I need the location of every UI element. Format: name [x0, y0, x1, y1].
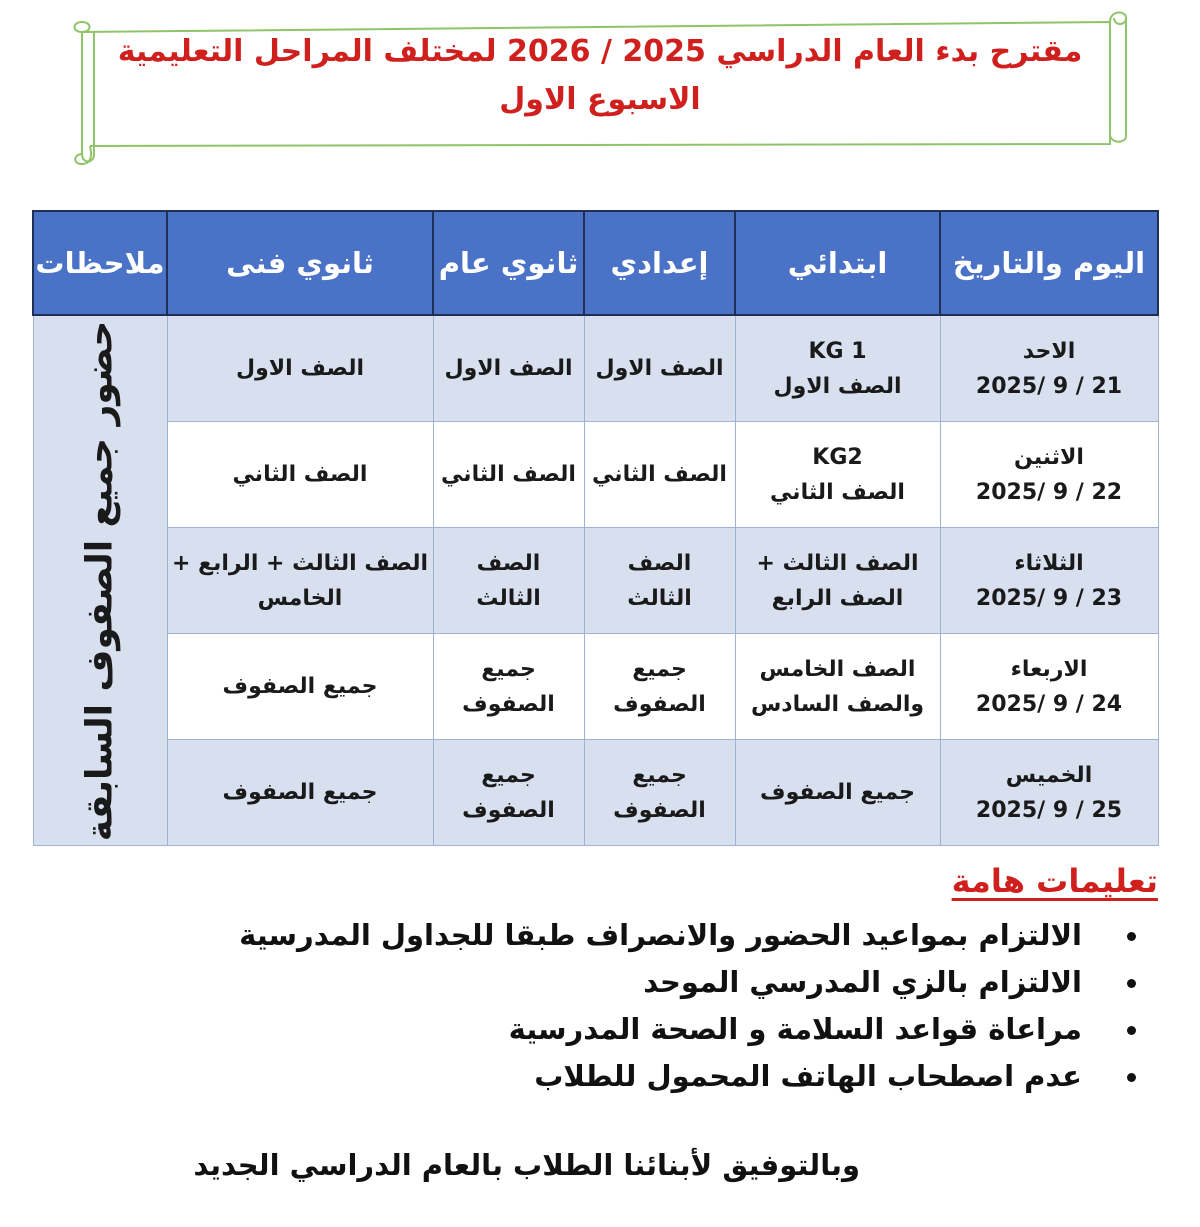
- header-notes: ملاحظات: [33, 211, 167, 315]
- date-text: 2025/ 9 / 22: [975, 479, 1123, 505]
- date-text: 2025/ 9 / 24: [975, 691, 1123, 717]
- banner-line-1: مقترح بدء العام الدراسي 2025 / 2026 لمختلف المراحل التعليمية: [117, 34, 1083, 69]
- header-preparatory: إعدادي: [584, 211, 735, 315]
- cell-line: جميع: [481, 762, 536, 788]
- cell-line: الصف الاول: [444, 356, 573, 381]
- cell-line: جميع الصفوف: [760, 780, 915, 805]
- day-date-cell: [940, 740, 1158, 846]
- preparatory-cell: [584, 422, 735, 528]
- cell-line: الصف الثالث + الرابع +: [171, 550, 429, 576]
- cell-line: الصفوف: [613, 797, 706, 823]
- secondary-general-cell: [433, 634, 584, 740]
- cell-line: الصف الاول: [235, 356, 365, 381]
- cell-line: جميع الصفوف: [222, 780, 378, 805]
- day-name: الخميس: [1005, 762, 1093, 788]
- day-name: الثلاثاء: [1014, 550, 1084, 576]
- date-text: 2025/ 9 / 21: [975, 373, 1123, 399]
- table-header-row: [33, 211, 1158, 315]
- cell-line: الصف الثاني: [441, 462, 576, 487]
- cell-line: الصف: [627, 550, 692, 576]
- cell-line: KG 1: [808, 338, 867, 364]
- day-name: الاثنين: [1014, 444, 1084, 470]
- banner-line-2: الاسبوع الاول: [499, 82, 701, 117]
- cell-line: والصف السادس: [750, 691, 925, 717]
- primary-cell: [735, 315, 940, 422]
- cell-line: الصفوف: [462, 691, 555, 717]
- cell-line: جميع: [632, 762, 687, 788]
- cell-line: الصف الثاني: [232, 462, 368, 487]
- day-date-cell: [940, 528, 1158, 634]
- secondary-technical-cell: [167, 528, 433, 634]
- cell-line: الصف الاول: [595, 356, 724, 381]
- header-day-date: اليوم والتاريخ: [940, 211, 1158, 315]
- header-primary: ابتدائي: [735, 211, 940, 315]
- cell-line: الثالث: [476, 585, 541, 611]
- cell-line: الخامس: [257, 585, 343, 611]
- primary-cell: [735, 528, 940, 634]
- schedule-table: [32, 210, 1159, 846]
- cell-line: الثالث: [627, 585, 692, 611]
- date-text: 2025/ 9 / 25: [975, 797, 1123, 823]
- cell-line: الصف: [476, 550, 541, 576]
- cell-line: الصف الخامس: [759, 656, 916, 682]
- day-date-cell: [940, 315, 1158, 422]
- cell-line: KG2: [812, 444, 863, 470]
- list-item: مراعاة قواعد السلامة و الصحة المدرسية: [239, 1006, 1112, 1053]
- notes-vertical-text: حضور جميع الصفوف السابقة: [79, 320, 121, 841]
- cell-line: جميع الصفوف: [222, 674, 378, 699]
- list-item: الالتزام بالزي المدرسي الموحد: [239, 959, 1112, 1006]
- cell-line: جميع: [481, 656, 536, 682]
- primary-cell: [735, 634, 940, 740]
- secondary-technical-cell: [167, 315, 433, 422]
- secondary-general-cell: [433, 315, 584, 422]
- secondary-technical-cell: [167, 740, 433, 846]
- cell-line: الصف الرابع: [771, 585, 904, 611]
- date-text: 2025/ 9 / 23: [975, 585, 1123, 611]
- header-secondary-general: ثانوي عام: [433, 211, 584, 315]
- header-secondary-technical: ثانوي فنى: [167, 211, 433, 315]
- primary-cell: [735, 422, 940, 528]
- preparatory-cell: [584, 528, 735, 634]
- secondary-general-cell: [433, 422, 584, 528]
- instructions-title: تعليمات هامة: [951, 862, 1158, 900]
- secondary-technical-cell: [167, 422, 433, 528]
- table-row: [33, 740, 1158, 846]
- cell-line: الصف الثاني: [770, 479, 905, 505]
- cell-line: الصف الثالث +: [756, 550, 919, 576]
- primary-cell: [735, 740, 940, 846]
- table-row: [33, 528, 1158, 634]
- secondary-general-cell: [433, 528, 584, 634]
- day-date-cell: [940, 634, 1158, 740]
- notes-cell: [33, 315, 167, 846]
- cell-line: الصفوف: [462, 797, 555, 823]
- preparatory-cell: [584, 634, 735, 740]
- cell-line: جميع: [632, 656, 687, 682]
- day-date-cell: [940, 422, 1158, 528]
- table-row: [33, 634, 1158, 740]
- day-name: الاحد: [1022, 338, 1076, 364]
- cell-line: الصف الاول: [773, 373, 902, 399]
- instructions-list: [239, 912, 1112, 1100]
- banner-title: [100, 28, 1100, 124]
- preparatory-cell: [584, 315, 735, 422]
- closing-message: وبالتوفيق لأبنائنا الطلاب بالعام الدراسي الجديد: [193, 1148, 860, 1182]
- secondary-general-cell: [433, 740, 584, 846]
- table-row: [33, 422, 1158, 528]
- secondary-technical-cell: [167, 634, 433, 740]
- cell-line: الصفوف: [613, 691, 706, 717]
- preparatory-cell: [584, 740, 735, 846]
- cell-line: الصف الثاني: [592, 462, 727, 487]
- table-row: [33, 315, 1158, 422]
- day-name: الاربعاء: [1010, 656, 1088, 682]
- list-item: عدم اصطحاب الهاتف المحمول للطلاب: [239, 1053, 1112, 1100]
- list-item: الالتزام بمواعيد الحضور والانصراف طبقا للجداول المدرسية: [239, 912, 1112, 959]
